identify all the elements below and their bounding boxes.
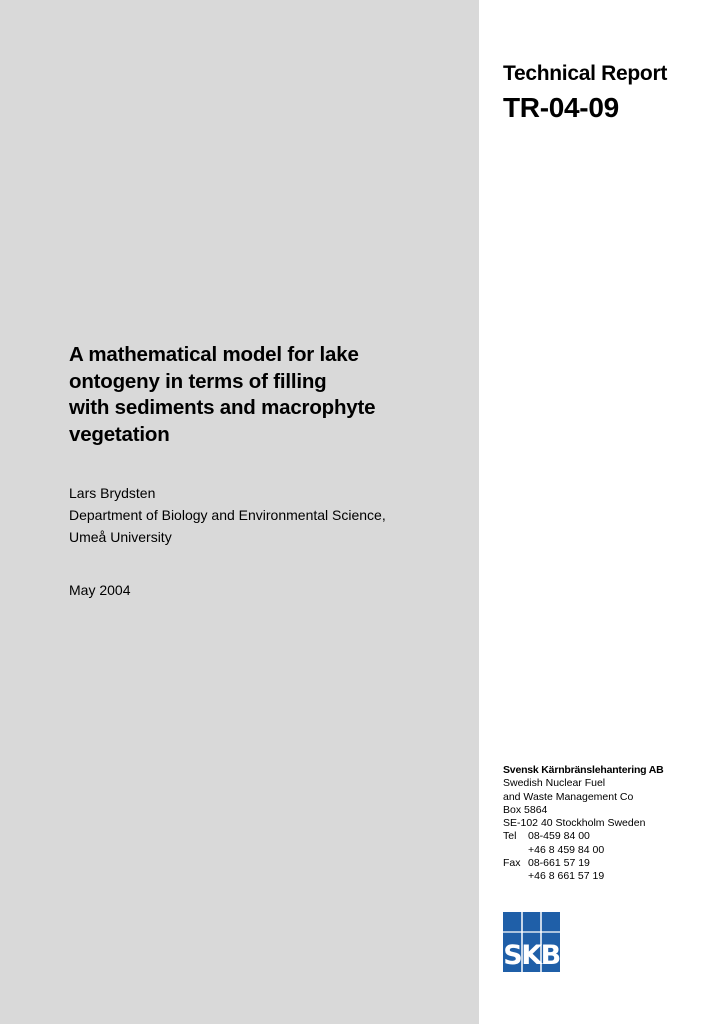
tel-number: 08-459 84 00 [528,830,590,843]
tel-label: Tel [503,830,517,843]
author-department: Department of Biology and Environmental Science, [69,507,386,523]
author-name: Lars Brydsten [69,485,156,501]
title-line: with sediments and macrophyte [69,396,376,419]
author-block [69,482,386,548]
fax-number-intl: +46 8 661 57 19 [528,870,605,883]
report-type: Technical Report [503,62,668,85]
title-line: ontogeny in terms of filling [69,369,327,393]
publisher-block [503,764,664,884]
report-number: TR-04-09 [503,92,619,123]
publisher-line: Swedish Nuclear Fuel [503,777,606,790]
tel-row-intl [503,844,664,857]
tel-number-intl: +46 8 459 84 00 [528,843,605,856]
document-title [69,342,449,448]
skb-logo-icon [503,912,560,972]
fax-number: 08-661 57 19 [528,857,590,870]
fax-row-intl [503,870,664,883]
fax-row [503,857,664,870]
publisher-address: Box 5864 [503,803,548,816]
title-line: A mathematical model for lake [69,343,359,366]
publisher-address: SE-102 40 Stockholm Sweden [503,817,646,830]
fax-label: Fax [503,857,521,870]
publisher-line: and Waste Management Co [503,790,634,803]
publication-date: May 2004 [69,582,131,598]
title-line: vegetation [69,422,170,446]
author-university: Umeå University [69,529,172,545]
publisher-name: Svensk Kärnbränslehantering AB [503,764,664,776]
tel-row [503,830,664,843]
logo-text: SKB [503,940,560,971]
